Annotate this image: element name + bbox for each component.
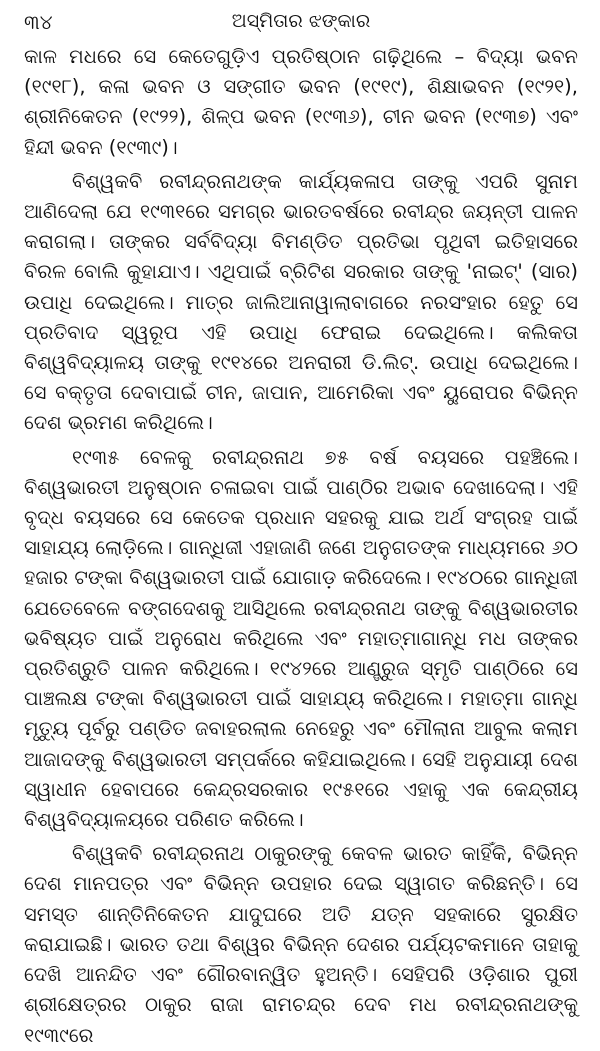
- page-number: ୩୪: [24, 10, 53, 34]
- page-header: [24, 0, 578, 42]
- body-text: [24, 42, 578, 1051]
- paragraph-continuation: କାଳ ମଧରେ ସେ କେତେଗୁଡ଼ିଏ ପ୍ରତିଷ୍ଠାନ ଗଢ଼ିଥିଲେ – ବିଦ୍ୟା ଭବନ (୧୯୧୮), କଳା ଭବନ ଓ ସଙ୍ଗୀତ ଭବନ (୧୯୧୯), ଶିକ୍ଷାଭବନ (୧୯୨୧), ଶ୍ରୀନିକେତନ (୧୯୨୨), ଶିଳ୍ପ ଭବନ (୧୯୩୬), ଚୀନ ଭବନ (୧୯୩୭) ଏବଂ ହିନ୍ଦୀ ଭବନ (୧୯୩୯)।: [24, 45, 578, 159]
- paragraph: ୧୯୩୫ ବେଳକୁ ରବୀନ୍ଦ୍ରନାଥ ୭୫ ବର୍ଷ ବୟସରେ ପହଞ୍ଚିଲେ। ବିଶ୍ୱଭାରତୀ ଅନୁଷ୍ଠାନ ଚଳାଇବା ପାଇଁ ପାଣ୍ଠିର ଅଭାବ ଦେଖାଦେଲା। ଏହି ବୃଦ୍ଧ ବୟସରେ ସେ କେତେକ ପ୍ରଧାନ ସହରକୁ ଯାଇ ଅର୍ଥ ସଂଗ୍ରହ ପାଇଁ ସାହାଯ୍ୟ ଲୋଡ଼ିଲେ। ଗାନ୍ଧିଜୀ ଏହାଜାଣି ଜଣେ ଅନୁଗତଙ୍କ ମାଧ୍ୟମରେ ୬୦ ହଜାର ଟଙ୍କା ବିଶ୍ୱଭାରତୀ ପାଇଁ ଯୋଗାଡ଼ କରିଦେଲେ। ୧୯୪୦ରେ ଗାନ୍ଧିଜୀ ଯେତେବେଳେ ବଙ୍ଗଦେଶକୁ ଆସିଥିଲେ ରବୀନ୍ଦ୍ରନାଥ ତାଙ୍କୁ ବିଶ୍ୱଭାରତୀର ଭବିଷ୍ୟତ ପାଇଁ ଅନୁରୋଧ କରିଥିଲେ ଏବଂ ମହାତ୍ମାଗାନ୍ଧି ମଧ ତାଙ୍କର ପ୍ରତିଶ୍ରୁତି ପାଳନ କରିଥିଲେ। ୧୯୪୨ରେ ଆଣ୍ଡ୍ରୁଜ ସ୍ମୃତି ପାଣ୍ଠିରେ ସେ ପାଞ୍ଚଲକ୍ଷ ଟଙ୍କା ବିଶ୍ୱଭାରତୀ ପାଇଁ ସାହାଯ୍ୟ କରିଥିଲେ। ମହାତ୍ମା ଗାନ୍ଧି ମୃତ୍ୟୁ ପୂର୍ବରୁ ପଣ୍ଡିତ ଜବାହରଲାଲ ନେହେରୁ ଏବଂ ମୌଲାନା ଆବୁଲ କଲାମ ଆଜାଦଙ୍କୁ ବିଶ୍ୱଭାରତୀ ସମ୍ପର୍କରେ କହିଯାଇଥିଲେ। ସେହି ଅନୁଯାୟୀ ଦେଶ ସ୍ୱାଧୀନ ହେବାପରେ କେନ୍ଦ୍ରସରକାର ୧୯୫୧ରେ ଏହାକୁ ଏକ କେନ୍ଦ୍ରୀୟ ବିଶ୍ୱବିଦ୍ୟାଳୟରେ ପରିଣତ କରିଲେ।: [24, 445, 578, 832]
- running-title: ଅସ୍ମିତାର ଝଙ୍କାର: [231, 10, 371, 32]
- paragraph: ବିଶ୍ୱକବି ରବୀନ୍ଦ୍ରନାଥଙ୍କ କାର୍ଯ୍ୟକଳାପ ତାଙ୍କୁ ଏପରି ସୁନାମ ଆଣିଦେଲା ଯେ ୧୯୩୧ରେ ସମଗ୍ର ଭାରତବର୍ଷରେ ରବୀନ୍ଦ୍ର ଜୟନ୍ତୀ ପାଳନ କରାଗଲା। ତାଙ୍କର ସର୍ବବିଦ୍ୟା ବିମଣ୍ଡିତ ପ୍ରତିଭା ପୃଥିବୀ ଇତିହାସରେ ବିରଳ ବୋଲି କୁହାଯାଏ। ଏଥିପାଇଁ ବ୍ରିଟିଶ ସରକାର ତାଙ୍କୁ 'ନାଇଟ୍' (ସାର) ଉପାଧି ଦେଇଥିଲେ। ମାତ୍ର ଜାଲିଆନାୱାଲାବାଗରେ ନରସଂହାର ହେତୁ ସେ ପ୍ରତିବାଦ ସ୍ୱରୂପ ଏହି ଉପାଧି ଫେରାଇ ଦେଇଥିଲେ। କଲିକତା ବିଶ୍ୱବିଦ୍ୟାଳୟ ତାଙ୍କୁ ୧୯୧୪ରେ ଅନରାରୀ ଡି.ଲିଟ୍. ଉପାଧି ଦେଇଥିଲେ। ସେ ବକ୍ତୃତା ଦେବାପାଇଁ ଚୀନ, ଜାପାନ, ଆମେରିକା ଏବଂ ୟୁରୋପର ବିଭିନ୍ନ ଦେଶ ଭ୍ରମଣ କରିଥିଲେ।: [24, 169, 578, 435]
- paragraph: ବିଶ୍ୱକବି ରବୀନ୍ଦ୍ରନାଥ ଠାକୁରଙ୍କୁ କେବଳ ଭାରତ କାହିଁକି, ବିଭିନ୍ନ ଦେଶ ମାନପତ୍ର ଏବଂ ବିଭିନ୍ନ ଉପହାର ଦେଇ ସ୍ୱାଗତ କରିଛନ୍ତି। ସେ ସମସ୍ତ ଶାନ୍ତିନିକେତନ ଯାଦୁଘରେ ଅତି ଯତ୍ନ ସହକାରେ ସୁରକ୍ଷିତ କରାଯାଇଛି। ଭାରତ ତଥା ବିଶ୍ୱର ବିଭିନ୍ନ ଦେଶର ପର୍ଯ୍ୟଟକମାନେ ତାହାକୁ ଦେଖି ଆନନ୍ଦିତ ଏବଂ ଗୌରବାନ୍ୱିତ ହୁଅନ୍ତି। ସେହିପରି ଓଡ଼ିଶାର ପୁରୀ ଶ୍ରୀକ୍ଷେତ୍ରର ଠାକୁର ରାଜା ରାମଚନ୍ଦ୍ର ଦେବ ମଧ ରବୀନ୍ଦ୍ରନାଥଙ୍କୁ ୧୯୩୯ରେ: [24, 842, 578, 1047]
